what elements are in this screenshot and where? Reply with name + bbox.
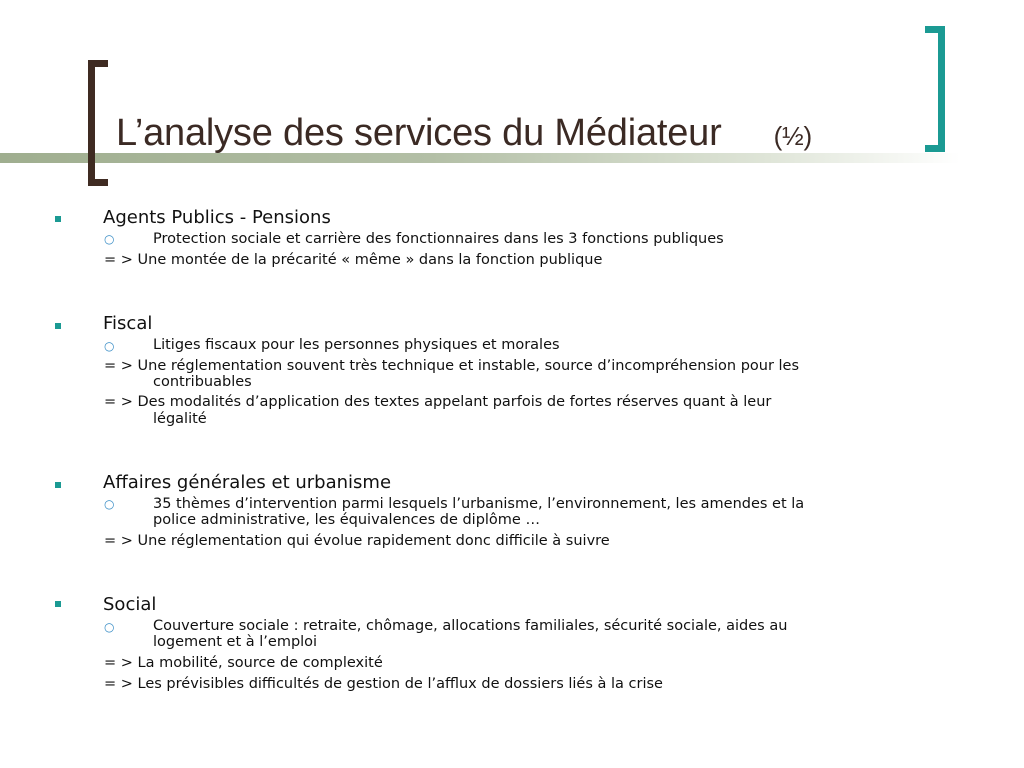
conclusion-note: = > Les prévisibles difficultés de gestion de l’afflux de dossiers liés à la crise bbox=[104, 676, 663, 692]
square-bullet-icon bbox=[55, 482, 61, 488]
section-heading-fiscal: Fiscal bbox=[103, 313, 153, 334]
sub-item-continuation: police administrative, les équivalences de diplôme … bbox=[153, 512, 540, 528]
section-heading-agents-publics: Agents Publics - Pensions bbox=[103, 207, 331, 228]
circle-bullet-icon: ○ bbox=[104, 339, 115, 353]
sub-item-continuation: logement et à l’emploi bbox=[153, 634, 318, 650]
circle-bullet-icon: ○ bbox=[104, 232, 115, 246]
conclusion-note: = > Une montée de la précarité « même » dans la fonction publique bbox=[104, 252, 603, 268]
sub-item: Litiges fiscaux pour les personnes physiques et morales bbox=[153, 337, 560, 353]
slide-title bbox=[116, 112, 812, 155]
conclusion-note-continuation: contribuables bbox=[153, 374, 252, 390]
square-bullet-icon bbox=[55, 601, 61, 607]
circle-bullet-icon: ○ bbox=[104, 497, 115, 511]
square-bullet-icon bbox=[55, 216, 61, 222]
slide-title-text: L’analyse des services du Médiateur bbox=[116, 112, 722, 154]
section-heading-social: Social bbox=[103, 594, 157, 615]
slide-title-fraction: (½) bbox=[773, 121, 812, 151]
sub-item: Couverture sociale : retraite, chômage, allocations familiales, sécurité sociale, aides au bbox=[153, 618, 788, 634]
circle-bullet-icon: ○ bbox=[104, 620, 115, 634]
conclusion-note-continuation: légalité bbox=[153, 411, 207, 427]
sub-item: 35 thèmes d’intervention parmi lesquels l’urbanisme, l’environnement, les amendes et la bbox=[153, 496, 805, 512]
square-bullet-icon bbox=[55, 323, 61, 329]
section-heading-affaires-generales: Affaires générales et urbanisme bbox=[103, 472, 392, 493]
conclusion-note: = > Une réglementation qui évolue rapidement donc difficile à suivre bbox=[104, 533, 610, 549]
left-bracket-decoration bbox=[88, 60, 108, 186]
conclusion-note: = > La mobilité, source de complexité bbox=[104, 655, 383, 671]
conclusion-note: = > Une réglementation souvent très technique et instable, source d’incompréhension pour les bbox=[104, 358, 800, 374]
right-bracket-decoration bbox=[925, 26, 945, 152]
sub-item: Protection sociale et carrière des fonctionnaires dans les 3 fonctions publiques bbox=[153, 231, 724, 247]
conclusion-note: = > Des modalités d’application des textes appelant parfois de fortes réserves quant à leur bbox=[104, 394, 772, 410]
